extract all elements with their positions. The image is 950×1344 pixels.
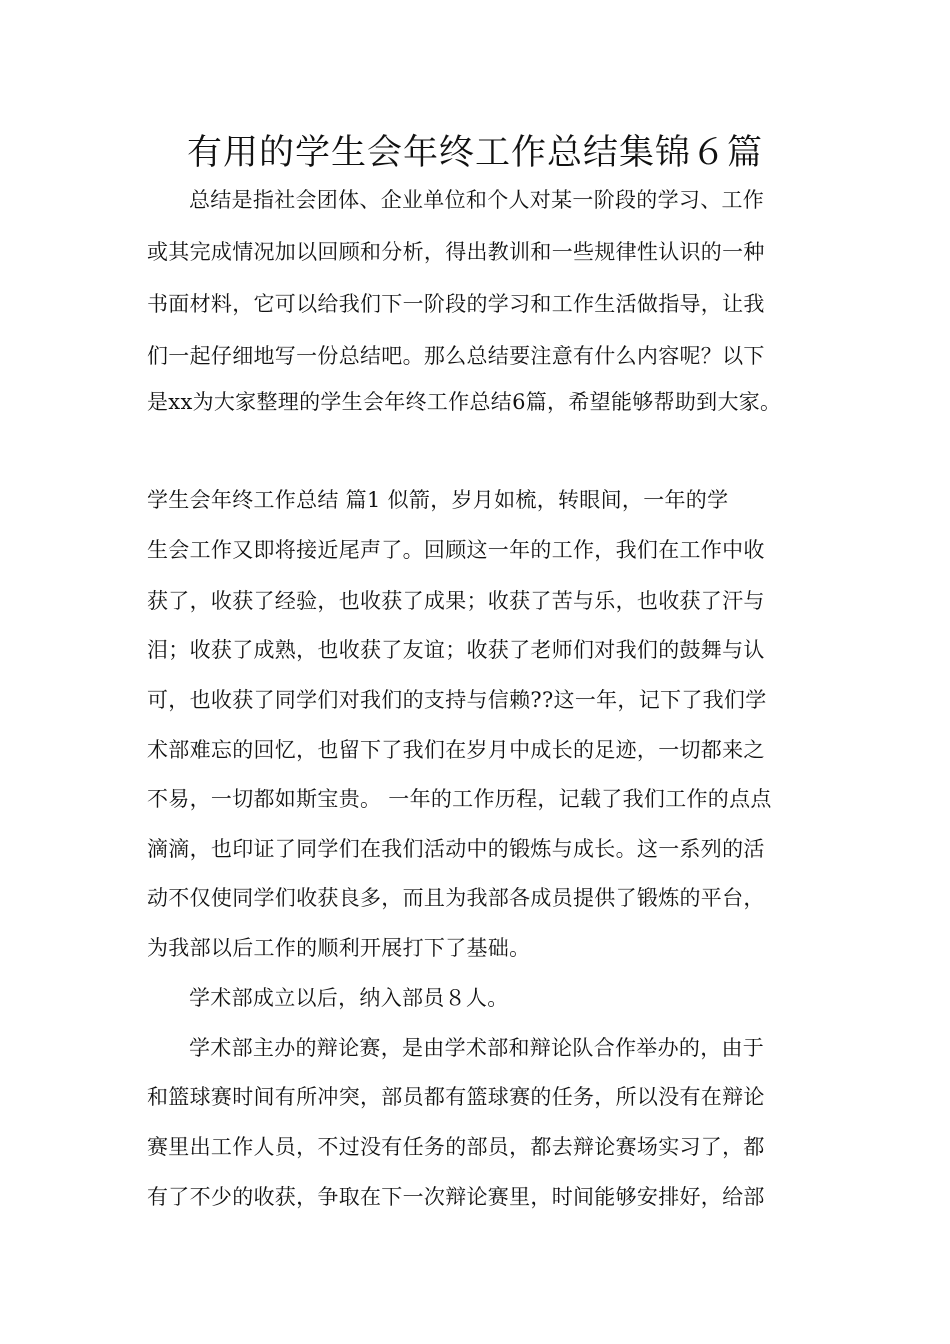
- paragraph-members-line: 学术部成立以后，纳入部员８人。: [189, 986, 509, 1010]
- document-title: 有用的学生会年终工作总结集锦６篇: [186, 133, 763, 173]
- section-1-line-8: 滴滴，也印证了同学们在我们活动中的锻炼与成长。这一系列的活: [147, 837, 765, 861]
- intro-line-4: 们一起仔细地写一份总结吧。那么总结要注意有什么内容呢？以下: [147, 344, 765, 368]
- section-1-line-10: 为我部以后工作的顺利开展打下了基础。: [147, 936, 531, 960]
- paragraph-debate-line-3: 赛里出工作人员，不过没有任务的部员，都去辩论赛场实习了，都: [147, 1135, 765, 1159]
- section-1-line-2: 生会工作又即将接近尾声了。回顾这一年的工作，我们在工作中收: [147, 538, 765, 562]
- intro-line-3: 书面材料，它可以给我们下一阶段的学习和工作生活做指导，让我: [147, 292, 765, 316]
- section-1-line-6: 术部难忘的回忆，也留下了我们在岁月中成长的足迹，一切都来之: [147, 738, 765, 762]
- section-1-line-3: 获了，收获了经验，也收获了成果；收获了苦与乐，也收获了汗与: [147, 589, 765, 613]
- intro-line-5: 是xx为大家整理的学生会年终工作总结6篇，希望能够帮助到大家。: [147, 390, 782, 414]
- section-1-line-5: 可，也收获了同学们对我们的支持与信赖??这一年，记下了我们学: [147, 688, 767, 712]
- paragraph-debate-line-2: 和篮球赛时间有所冲突，部员都有篮球赛的任务，所以没有在辩论: [147, 1085, 765, 1109]
- intro-line-1: 总结是指社会团体、企业单位和个人对某一阶段的学习、工作: [189, 188, 765, 212]
- intro-line-2: 或其完成情况加以回顾和分析，得出教训和一些规律性认识的一种: [147, 240, 765, 264]
- section-1-line-7: 不易，一切都如斯宝贵。 一年的工作历程，记载了我们工作的点点: [147, 787, 772, 811]
- section-1-line-9: 动不仅使同学们收获良多，而且为我部各成员提供了锻炼的平台，: [147, 886, 765, 910]
- section-1-line-4: 泪；收获了成熟，也收获了友谊；收获了老师们对我们的鼓舞与认: [147, 638, 765, 662]
- section-1-line-1: 学生会年终工作总结 篇1 似箭，岁月如梳，转眼间，一年的学: [147, 488, 729, 512]
- paragraph-debate-line-4: 有了不少的收获，争取在下一次辩论赛里，时间能够安排好，给部: [147, 1185, 765, 1209]
- paragraph-debate-line-1: 学术部主办的辩论赛，是由学术部和辩论队合作举办的，由于: [189, 1036, 765, 1060]
